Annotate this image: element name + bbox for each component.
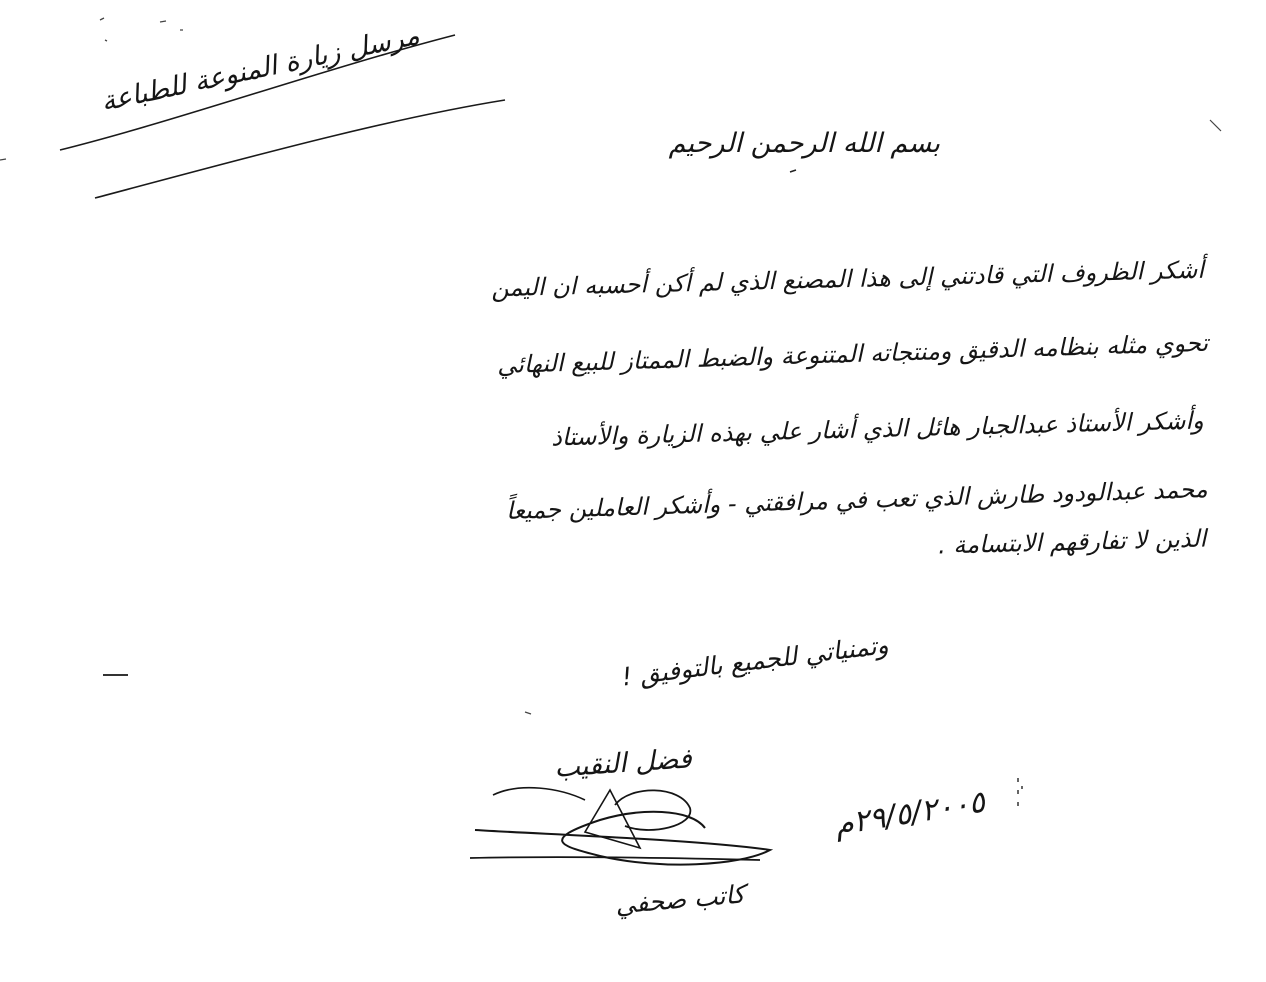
signature-name: فضل النقيب bbox=[553, 743, 693, 784]
signature-scribble bbox=[475, 812, 770, 865]
body-line-1: أشكر الظروف التي قادتني إلى هذا المصنع الذي لم أكن أحسبه ان اليمن bbox=[490, 255, 1205, 303]
signature-triangle bbox=[585, 790, 640, 848]
stray-mark-right bbox=[1210, 120, 1221, 131]
signer-title: كاتب صحفي bbox=[614, 879, 746, 920]
signature-underline bbox=[470, 857, 760, 860]
dotted-marks bbox=[1018, 778, 1022, 806]
signature-loop bbox=[615, 790, 690, 830]
body-line-2: تحوي مثله بنظامه الدقيق ومنتجاته المتنوعة والضبط الممتاز للبيع النهائي bbox=[496, 328, 1209, 380]
body-line-3: وأشكر الأستاذ عبدالجبار هائل الذي أشار علي بهذه الزيارة والأستاذ bbox=[551, 406, 1205, 452]
closing-wishes: وتمنياتي للجميع بالتوفيق ! bbox=[620, 630, 890, 692]
body-line-4: محمد عبدالودود طارش الذي تعب في مرافقتي - وأشكر العاملين جميعاً bbox=[505, 474, 1209, 526]
note-bottom-line bbox=[95, 100, 505, 198]
stray-marks-top bbox=[100, 18, 183, 41]
basmala-mark bbox=[790, 170, 796, 172]
stray-mark-left bbox=[0, 159, 6, 160]
stray-mark-mid bbox=[525, 712, 531, 714]
header-note: مرسل زيارة المنوعة للطباعة bbox=[98, 19, 423, 118]
date: ٢٩/٥/٢٠٠٥م bbox=[832, 784, 988, 843]
signature-stroke bbox=[493, 788, 585, 800]
body-line-5: الذين لا تفارقهم الابتسامة . bbox=[937, 524, 1207, 560]
basmala: بسم الله الرحمن الرحيم bbox=[668, 128, 940, 159]
